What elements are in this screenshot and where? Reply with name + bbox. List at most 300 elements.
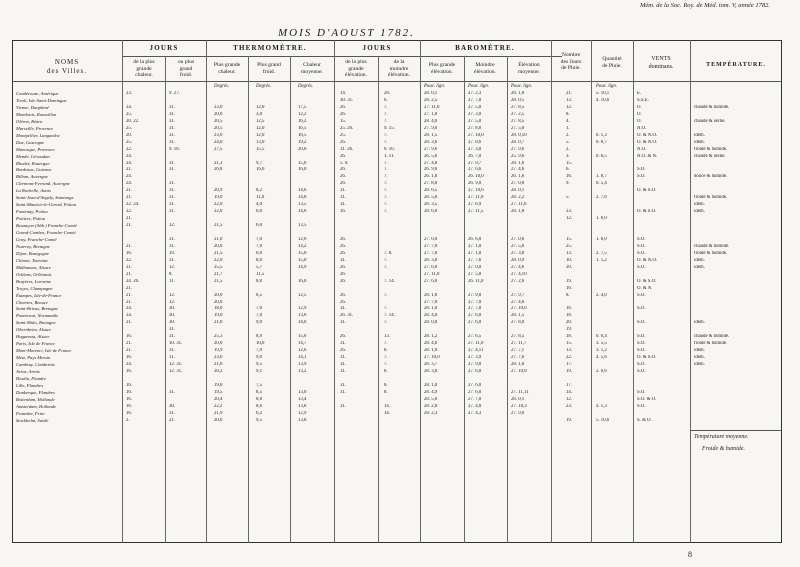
cell-ville: Mende, Gévaudan <box>16 153 50 159</box>
cell-jour-froid: 31. <box>169 188 175 194</box>
cell-elevation-moyenne: 27. 8,0 <box>511 320 525 326</box>
cell-elevation-moyenne: 28. 0,9 <box>511 257 525 263</box>
cell-ville: Dunkerque, Flandres <box>16 389 55 395</box>
col-header-quantite-pluie: Quantité de Pluie. <box>602 56 622 69</box>
cell-vents: N.O. & N. <box>637 153 658 159</box>
cell-ville: La Rochelle, Aunis <box>16 188 51 194</box>
cell-temperature: idem. <box>694 202 705 208</box>
cell-plus-grande-elevation: 28. 2,8 <box>424 403 438 409</box>
cell-moindre-elevation: 27. 7,0 <box>468 299 482 305</box>
cell-chaleur-moyenne: 15,6 <box>298 334 307 340</box>
cell-plus-grand-froid: 11,5 <box>256 271 265 277</box>
cell-chaleur-moyenne: 14,1 <box>298 355 307 361</box>
cell-moindre-elevation: 27. 3,0 <box>468 146 482 152</box>
cell-jour-moindre-elevation: 9. 15. <box>384 125 395 131</box>
cell-temperature: idem. <box>694 362 705 368</box>
cell-ville: Fontenay, Poitou <box>16 209 48 215</box>
cell-ville: Rotterdam, Hollande <box>16 396 55 402</box>
cell-jour-froid: 31. <box>169 209 175 215</box>
cell-jour-chaleur: 24. <box>126 104 132 110</box>
table-row <box>0 411 800 417</box>
cell-plus-grande-elevation: 28. 0,0 <box>424 320 438 326</box>
cell-ville: Rhodez, Rouergue <box>16 160 50 166</box>
cell-jour-froid: 31. <box>169 202 175 208</box>
cell-plus-grande-chaleur: 25,5 <box>214 264 223 270</box>
cell-plus-grande-chaleur: 20,0 <box>214 111 223 117</box>
cell-jours-pluie: 6. <box>566 167 570 173</box>
footer-temperature-label: Température moyenne. <box>694 434 749 440</box>
cell-plus-grand-froid: 9,1 <box>256 369 262 374</box>
cell-jour-moindre-elevation: 7. <box>384 132 388 138</box>
cell-jour-chaleur: 21. <box>126 188 132 194</box>
cell-jour-moindre-elevation: 7. <box>384 362 388 368</box>
cell-plus-grande-elevation: 28. 6,0 <box>424 209 438 215</box>
cell-plus-grande-elevation: 28. 4,0 <box>424 313 438 319</box>
cell-moindre-elevation: 27. 6,0 <box>468 320 482 326</box>
cell-jour-grande-elevation: 31. <box>340 362 346 368</box>
cell-jours-pluie: 2. <box>566 146 570 152</box>
table-row <box>0 376 800 382</box>
cell-plus-grand-froid: 16,0 <box>256 167 265 173</box>
cell-jours-pluie: 25. <box>566 243 572 249</box>
cell-plus-grande-chaleur: 19,9 <box>214 348 223 354</box>
cell-vents: S.O. <box>637 306 646 312</box>
cell-ville: Dijon, Bourgogne <box>16 250 50 256</box>
cell-chaleur-moyenne: 15,0 <box>298 257 307 263</box>
table-row <box>0 181 800 187</box>
cell-quantite-pluie: 4. 5,6 <box>596 355 607 361</box>
cell-plus-grande-elevation: 28. 1,2 <box>424 334 438 340</box>
cell-jour-chaleur: 24. <box>126 313 132 319</box>
cell-chaleur-moyenne: 12,2 <box>298 111 307 117</box>
cell-jour-moindre-elevation: 7. <box>384 195 388 201</box>
cell-jour-chaleur: 21. <box>126 195 132 201</box>
cell-jour-chaleur: 24. <box>126 181 132 187</box>
cell-elevation-moyenne: 28. 1,6 <box>511 160 525 166</box>
cell-plus-grande-elevation: 27. 9,6 <box>424 146 438 152</box>
cell-jour-moindre-elevation: 7. <box>384 306 388 312</box>
cell-moindre-elevation: 27. 7,0 <box>468 306 482 312</box>
cell-jour-froid: 31. <box>169 111 175 117</box>
cell-plus-grande-chaleur: 22,2 <box>214 403 223 409</box>
cell-vents: S.O. <box>637 174 646 180</box>
cell-jour-moindre-elevation: 7. <box>384 167 388 173</box>
cell-ville: Mont-Morenci, Isle de France <box>16 348 72 354</box>
cell-elevation-moyenne: 28. 0,10 <box>511 132 527 138</box>
cell-ville: Saint-Maurice-le-Girard, Poitou <box>16 202 77 208</box>
cell-jour-grande-elevation: 5. 9. <box>340 160 349 166</box>
cell-vents: E. <box>637 91 642 96</box>
cell-plus-grande-elevation: 27. 10,0 <box>424 355 440 361</box>
cell-plus-grande-elevation: 27. 6,0 <box>424 264 438 270</box>
cell-jour-chaleur: 16. <box>126 403 132 409</box>
cell-ville: Saint-Jean-d'Angely, Saintonge <box>16 195 74 201</box>
cell-temperature: froide & humide. <box>694 250 728 256</box>
cell-elevation-moyenne: 27. 10,6 <box>511 306 527 312</box>
cell-jour-moindre-elevation: 7. <box>384 209 388 215</box>
table-row <box>0 306 800 312</box>
cell-jour-grande-elevation: 31. <box>340 341 346 347</box>
cell-jour-froid: 30. <box>169 403 175 409</box>
cell-jour-chaleur: 22. <box>126 209 132 215</box>
cell-jour-froid: 11. <box>169 355 175 361</box>
cell-chaleur-moyenne: 12,5 <box>298 292 307 298</box>
table-row <box>0 167 800 173</box>
cell-temperature: chaude & sèche. <box>694 153 726 159</box>
cell-ville: Saint-Brieux, Bretagne <box>16 306 59 312</box>
cell-plus-grande-chaleur: 20,2 <box>214 369 223 374</box>
cell-vents: S.O. <box>637 264 646 270</box>
cell-jour-grande-elevation: 31. <box>340 403 346 409</box>
cell-quantite-pluie: 5. 10,6 <box>596 417 610 423</box>
cell-vents: S.O. <box>637 243 646 249</box>
cell-plus-grande-chaleur: 24,0 <box>214 139 223 145</box>
cell-chaleur-moyenne: 12,6 <box>298 348 307 354</box>
cell-jour-moindre-elevation: 7. 8. <box>384 250 393 256</box>
cell-jour-chaleur: 21. <box>126 243 132 249</box>
table-row <box>0 112 800 118</box>
col-header-moindre-elevation: Moindre élévation. <box>474 62 496 75</box>
cell-jour-chaleur: 21. <box>126 264 132 270</box>
table-row <box>0 272 800 278</box>
cell-jour-chaleur: 24. <box>126 153 132 159</box>
cell-jours-pluie: 16. <box>566 306 572 312</box>
cell-elevation-moyenne: 27. 5,0 <box>511 125 525 131</box>
page-number: 8 <box>688 550 692 559</box>
group-barometre: BAROMÈTRE. <box>455 44 515 52</box>
cell-jour-froid: 31. <box>169 389 175 395</box>
cell-plus-grande-chaleur: 19,0 <box>214 382 223 388</box>
cell-chaleur-moyenne: 14,2 <box>298 243 307 249</box>
cell-chaleur-moyenne: 16,0 <box>298 167 307 173</box>
unit-pouces-lignes: Pouc. lign. <box>468 84 489 89</box>
cell-plus-grand-froid: 8,8 <box>256 396 262 402</box>
cell-jour-froid: 9. 27. <box>169 91 180 96</box>
cell-jours-pluie: 19. <box>566 417 572 423</box>
cell-temperature: froide & humide. <box>694 195 728 201</box>
cell-jour-chaleur: 21. <box>126 285 132 291</box>
cell-jours-pluie: 19. <box>566 369 572 374</box>
cell-plus-grande-chaleur: 20,4 <box>214 396 223 402</box>
cell-jour-froid: 12. <box>169 223 175 229</box>
cell-elevation-moyenne: 28. 1,0 <box>511 362 525 368</box>
col-header-elevation-moyenne: Élévation moyenne. <box>518 62 540 75</box>
cell-plus-grand-froid: 9,7 <box>256 160 262 166</box>
cell-temperature: chaude & sèche. <box>694 118 726 124</box>
cell-ville: Chartres, Beauce <box>16 299 48 305</box>
cell-ville: Lille, Flandres <box>16 382 44 388</box>
cell-jour-froid: 21. <box>169 417 175 423</box>
cell-jour-chaleur: 2. <box>126 417 130 423</box>
table-row <box>0 237 800 243</box>
cell-jour-chaleur: 22. <box>126 257 132 263</box>
cell-plus-grande-elevation: 28. 1,0 <box>424 306 438 312</box>
table-row <box>0 286 800 292</box>
cell-vents: S.O. <box>637 348 646 354</box>
cell-jour-moindre-elevation: 7. <box>384 320 388 326</box>
cell-plus-grand-froid: 6,2 <box>256 410 262 416</box>
cell-ville: Arras, Artois <box>16 369 40 374</box>
cell-jour-chaleur: 16. <box>126 250 132 256</box>
cell-plus-grande-elevation: 28. 3,5 <box>424 202 438 208</box>
group-jours-elevation: JOURS <box>362 44 392 52</box>
cell-plus-grande-elevation: 28. 1,0 <box>424 382 438 388</box>
cell-plus-grande-elevation: 28. 5,0 <box>424 195 438 201</box>
cell-jours-pluie: 16. <box>566 285 572 291</box>
cell-plus-grand-froid: 5,7 <box>256 264 262 270</box>
cell-ville: Billom, Auvergne <box>16 174 48 180</box>
cell-jour-chaleur: 21. <box>126 223 132 229</box>
cell-plus-grande-elevation: 28. 2,3 <box>424 410 438 416</box>
cell-plus-grand-froid: 9,0 <box>256 355 262 361</box>
cell-jours-pluie: 21. <box>566 91 572 96</box>
cell-elevation-moyenne: 27. 4,6 <box>511 264 525 270</box>
cell-plus-grande-elevation: 26. 9,0 <box>424 167 438 173</box>
cell-ville: Bordeaux, Guienne <box>16 167 52 173</box>
cell-quantite-pluie: 2. 7,5 <box>596 250 607 256</box>
table-row <box>0 91 800 97</box>
cell-jours-pluie: 5. <box>566 195 570 201</box>
cell-vents: N.O. <box>637 146 647 152</box>
cell-vents: O. & N. <box>637 285 653 291</box>
cell-elevation-moyenne: 27. 2,5 <box>511 111 525 117</box>
cell-plus-grande-elevation: 27. 6,0 <box>424 236 438 242</box>
cell-elevation-moyenne: 27. 8,5 <box>511 118 525 124</box>
cell-plus-grand-froid: 9,5 <box>256 362 262 368</box>
table-row <box>0 161 800 167</box>
cell-ville: Bruyères, Lorraine <box>16 278 52 284</box>
cell-jour-chaleur: 16. <box>126 382 132 388</box>
cell-temperature: idem. <box>694 264 705 270</box>
table-row <box>0 383 800 389</box>
cell-vents: S. & O. <box>637 417 652 423</box>
cell-quantite-pluie: 1. 6,0 <box>596 236 607 242</box>
cell-ville: Clermont-Ferrand, Auvergne <box>16 181 70 187</box>
cell-jour-chaleur: 16. <box>126 389 132 395</box>
cell-elevation-moyenne: 27. 4,6 <box>511 167 525 173</box>
cell-jour-froid: 31. <box>169 257 175 263</box>
unit-degres: Degrés. <box>298 84 314 89</box>
journal-reference: Mém. de la Soc. Roy. de Méd. tom. V, année 1782. <box>640 2 771 9</box>
cell-jour-froid: 12. <box>169 292 175 298</box>
cell-temperature: idem. <box>694 320 705 326</box>
cell-quantite-pluie: 0. 6,4 <box>596 334 607 340</box>
cell-jour-chaleur: 21. <box>126 299 132 305</box>
col-header-jour-moindre-elevation: de la moindre élévation. <box>388 59 410 78</box>
cell-plus-grand-froid: 9,0 <box>256 320 262 326</box>
cell-jour-grande-elevation: 26. <box>340 348 346 354</box>
footer-temperature-value: Froide & humide. <box>702 446 745 452</box>
table-row <box>0 98 800 104</box>
table-row <box>0 147 800 153</box>
cell-chaleur-moyenne: 14,6 <box>298 209 307 215</box>
cell-chaleur-moyenne: 15,6 <box>298 160 307 166</box>
table-row <box>0 320 800 326</box>
cell-elevation-moyenne: 27. 2,6 <box>511 278 525 284</box>
footer-rule <box>690 430 782 431</box>
cell-ville: Vienne, Dauphiné <box>16 104 49 110</box>
cell-chaleur-moyenne: 17,5 <box>298 104 307 110</box>
cell-jour-moindre-elevation: 14. <box>384 410 390 416</box>
table-row <box>0 293 800 299</box>
cell-jour-froid: 11. <box>169 278 175 284</box>
cell-quantite-pluie: 5. 10,1 <box>596 91 610 96</box>
cell-chaleur-moyenne: 14,9 <box>298 264 307 270</box>
cell-plus-grande-chaleur: 22,0 <box>214 257 223 263</box>
cell-jour-moindre-elevation: 6. 16. <box>384 146 395 152</box>
cell-plus-grande-chaleur: 21,5 <box>214 278 223 284</box>
cell-plus-grande-elevation: 28. 1,0 <box>424 292 438 298</box>
cell-chaleur-moyenne: 13,8 <box>298 403 307 409</box>
cell-jours-pluie: 15. <box>566 236 572 242</box>
cell-plus-grande-chaleur: 21,0 <box>214 236 223 242</box>
cell-plus-grande-chaleur: 21,5 <box>214 223 223 229</box>
cell-jour-moindre-elevation: 28. <box>384 91 390 96</box>
cell-jours-pluie: 8. <box>566 111 570 117</box>
cell-jour-moindre-elevation: 7. <box>384 104 388 110</box>
cell-ville: Saint-Malo, Bretagne <box>16 320 56 326</box>
cell-jour-grande-elevation: 26. <box>340 243 346 249</box>
cell-elevation-moyenne: 27. 3,8 <box>511 250 525 256</box>
cell-vents: S.O. <box>637 334 646 340</box>
table-row <box>0 174 800 180</box>
cell-jour-grande-elevation: 25. <box>340 132 346 138</box>
table-row <box>0 133 800 139</box>
col-header-jours-pluie: Nombre des Jours de Pluie. <box>560 52 582 71</box>
table-row <box>0 105 800 111</box>
cell-jour-moindre-elevation: 7. <box>384 355 388 361</box>
cell-moindre-elevation: 27. 11,0 <box>468 341 484 347</box>
cell-plus-grand-froid: 8,6 <box>256 403 262 409</box>
cell-plus-grande-elevation: 27. 8,0 <box>424 181 438 187</box>
table-row <box>0 140 800 146</box>
cell-moindre-elevation: 27. 3,9 <box>468 355 482 361</box>
cell-quantite-pluie: 0. 6,5 <box>596 153 607 159</box>
cell-jours-pluie: 13. <box>566 97 572 103</box>
cell-jour-grande-elevation: 26. <box>340 250 346 256</box>
table-row <box>0 265 800 271</box>
cell-moindre-elevation: 27. 9,0 <box>468 362 482 368</box>
cell-jour-grande-elevation: 16. <box>340 209 346 215</box>
cell-ville: Étampes, Isle-de-France <box>16 292 62 298</box>
cell-plus-grande-chaleur: 21,9 <box>214 410 223 416</box>
cell-jours-pluie: 20. <box>566 320 572 326</box>
cell-jour-grande-elevation: 31. <box>340 202 346 208</box>
cell-jour-froid: 31. <box>169 410 175 416</box>
cell-jour-moindre-elevation: 7. <box>384 181 388 187</box>
cell-jour-froid: 31. <box>169 181 175 187</box>
cell-plus-grande-chaleur: 20,5 <box>214 118 223 124</box>
cell-jour-grande-elevation: 31. 26. <box>340 146 354 152</box>
cell-jour-moindre-elevation: 7. <box>384 118 388 124</box>
group-thermometre: THERMOMÈTRE. <box>233 44 307 52</box>
cell-jours-pluie: 18. <box>566 334 572 340</box>
cell-plus-grande-chaleur: 22,0 <box>214 202 223 208</box>
cell-moindre-elevation: 27. 4,3 <box>468 410 482 416</box>
cell-chaleur-moyenne: 14,7 <box>298 341 307 347</box>
cell-plus-grande-chaleur: 20,0 <box>214 299 223 305</box>
cell-moindre-elevation: 27. 11,5 <box>468 209 484 215</box>
col-header-plus-grande-chaleur: Plus grande chaleur. <box>213 62 241 75</box>
cell-jours-pluie: 17. <box>566 362 572 368</box>
cell-jour-grande-elevation: 30. 31. <box>340 97 354 103</box>
cell-jour-chaleur: 21. <box>126 216 132 222</box>
cell-plus-grand-froid: 15,5 <box>256 146 265 152</box>
cell-temperature: froide & humide. <box>694 341 728 347</box>
cell-vents: S.O. <box>637 292 646 298</box>
cell-quantite-pluie: 2. 7,6 <box>596 195 607 201</box>
cell-moindre-elevation: 27. 2,3 <box>468 91 482 96</box>
cell-plus-grande-chaleur: 26,8 <box>214 167 223 173</box>
cell-ville: Cambray, Cambrésis <box>16 362 55 368</box>
cell-ville: Stockholm, Suède <box>16 417 49 423</box>
table-row <box>0 355 800 361</box>
cell-quantite-pluie: 3. 5,5 <box>596 341 607 347</box>
cell-jour-moindre-elevation: 7. <box>384 139 388 145</box>
cell-jour-moindre-elevation: 8. <box>384 382 388 388</box>
cell-jour-froid: 31. <box>169 348 175 354</box>
cell-jour-grande-elevation: 31. <box>340 369 346 374</box>
cell-elevation-moyenne: 27. 11,0 <box>511 202 527 208</box>
cell-jour-froid: 12. 31. <box>169 362 183 368</box>
cell-vents: O. <box>637 111 642 117</box>
table-row <box>0 390 800 396</box>
cell-jour-grande-elevation: 26. <box>340 299 346 305</box>
cell-moindre-elevation: 27. 10,6 <box>468 188 484 194</box>
cell-elevation-moyenne: 27. 9,0 <box>511 410 525 416</box>
cell-ville: Orléans, Orléanois <box>16 271 52 277</box>
cell-ville: Gray, Franche-Comté <box>16 236 57 242</box>
cell-chaleur-moyenne: 15,0 <box>298 250 307 256</box>
cell-jour-grande-elevation: 26. 31. <box>340 313 354 319</box>
cell-jour-froid: 30. <box>169 313 175 319</box>
cell-moindre-elevation: 27. 4,11 <box>468 348 484 354</box>
table-row <box>0 154 800 160</box>
cell-chaleur-moyenne: 13,6 <box>298 313 307 319</box>
cell-plus-grande-chaleur: 21,3 <box>214 160 223 166</box>
cell-chaleur-moyenne: 13,5 <box>298 202 307 208</box>
cell-moindre-elevation: 27. 7,0 <box>468 396 482 402</box>
cell-vents: O. & N.O. <box>637 139 658 145</box>
cell-moindre-elevation: 27. 7,0 <box>468 97 482 103</box>
cell-jours-pluie: 13. <box>566 348 572 354</box>
cell-plus-grande-chaleur: 27,5 <box>214 146 223 152</box>
col-header-jour-froid: ou plus grand froid. <box>177 59 195 78</box>
cell-vents: S.O. <box>637 389 646 395</box>
cell-jour-froid: 30. <box>169 306 175 312</box>
cell-jours-pluie: 15. <box>566 341 572 347</box>
table-row <box>0 119 800 125</box>
cell-jour-grande-elevation: 26. <box>340 334 346 340</box>
cell-jour-grande-elevation: 15. <box>340 118 346 124</box>
cell-temperature: chaude & humide. <box>694 243 730 249</box>
cell-quantite-pluie: 3. 1,2 <box>596 348 607 354</box>
col-header-chaleur-moyenne: Chaleur moyenne. <box>301 62 323 75</box>
table-row <box>0 327 800 333</box>
cell-plus-grande-elevation: 27. 9,0 <box>424 125 438 131</box>
col-header-plus-grande-elevation: Plus grande élévation. <box>428 62 456 75</box>
cell-plus-grande-chaleur: 19,0 <box>214 313 223 319</box>
cell-elevation-moyenne: 28. 0,7 <box>511 139 525 145</box>
cell-plus-grande-elevation: 28. 4,0 <box>424 341 438 347</box>
cell-chaleur-moyenne: 20,6 <box>298 146 307 152</box>
table-row <box>0 223 800 229</box>
cell-jour-chaleur: 24. <box>126 174 132 180</box>
cell-jour-chaleur: 25. <box>126 111 132 117</box>
cell-temperature: idem. <box>694 348 705 354</box>
cell-quantite-pluie: 4. 10,6 <box>596 97 610 103</box>
cell-vents: O. & S.O. <box>637 355 657 361</box>
